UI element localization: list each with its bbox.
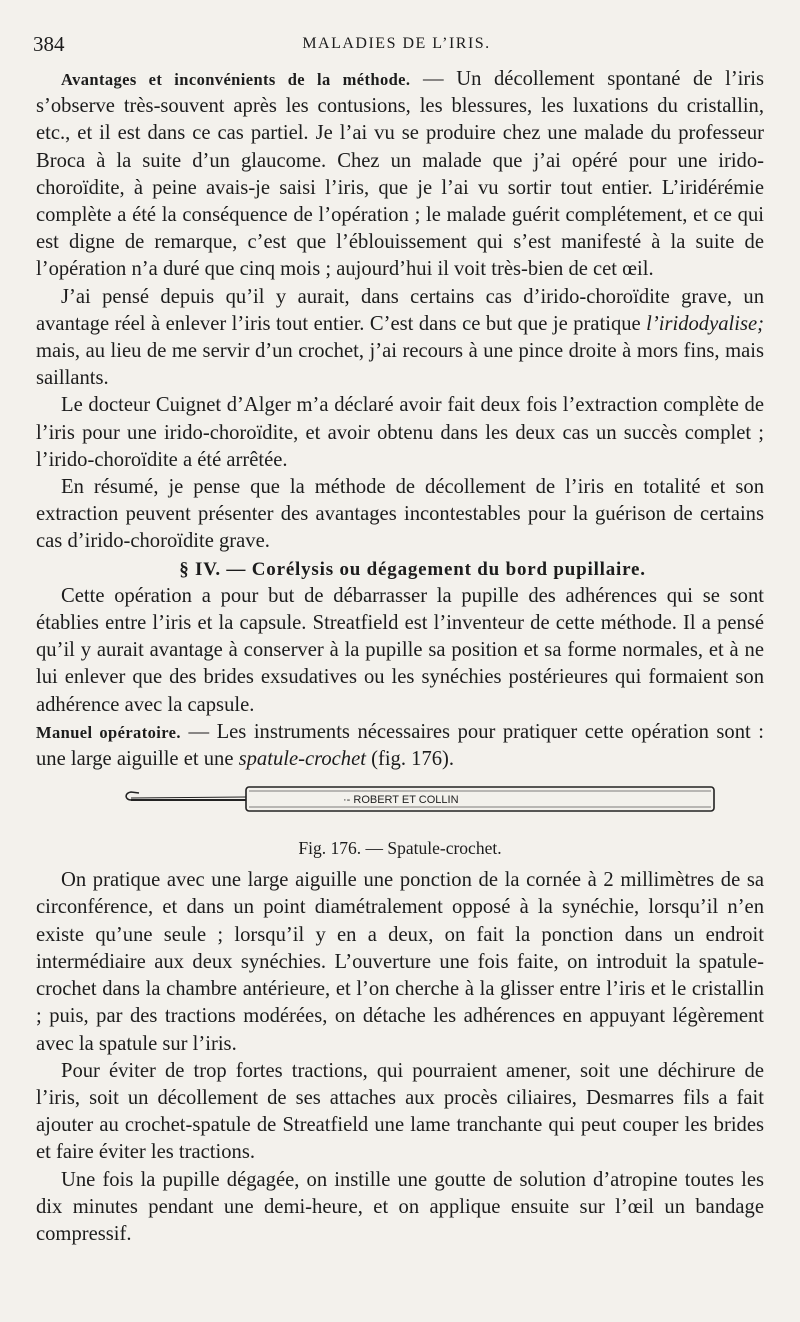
figure-176 bbox=[36, 777, 764, 859]
running-head: MALADIES DE L’IRIS. bbox=[302, 35, 491, 52]
paragraph: Pour éviter de trop fortes tractions, qui pourraient amener, soit une déchirure de l’iris, soit un décollement de ses attaches aux procès ciliaires, Desmarres fils a fait ajouter au crochet-spatule de Streatfield une lame tranchante qui peut couper les brides et faire éviter les tractions. bbox=[36, 1059, 764, 1164]
runin-heading: Avantages et inconvénients de la méthode. bbox=[61, 70, 411, 89]
paragraph: Une fois la pupille dégagée, on instille une goutte de solution d’atropine toutes les dix minutes pendant une demi-heure, et on applique ensuite sur l’œil un bandage compressif. bbox=[36, 1168, 764, 1245]
paragraph: Le docteur Cuignet d’Alger m’a déclaré avoir fait deux fois l’extraction complète de l’iris pour une irido-choroïdite, et avoir obtenu dans les deux cas un succès complet ; l’irido-choroïdite a été arrêtée. bbox=[36, 394, 764, 471]
page-body bbox=[36, 66, 764, 1248]
paragraph: Cette opération a pour but de débarrasser la pupille des adhérences qui se sont établies entre l’iris et la capsule. Streatfield est l’inventeur de cette méthode. Il a pensé qu’il y aurait avantage à conserver à la pupille sa position et sa forme normales, et à ne lui enlever que des brides exsudatives ou les synéchies postérieures qui formaient son adhérence avec la capsule. bbox=[36, 584, 764, 716]
paragraph-text: — Un décollement spontané de l’iris s’observe très-souvent après les contusions, les blessures, les luxations du cristallin, etc., et il est dans ce cas partiel. Je l’ai vu se produire chez une malade du professeur Broca à la suite d’un glaucome. Chez un malade que j’ai opéré pour une irido-choroïdite, à peine avais-je saisi l’iris, que je l’ai vu sortir tout entier. L’iridérémie complète a été la conséquence de l’opération ; le malade guérit complétement, et ce qui est digne de remarque, c’est que l’éblouissement qui s’est manifesté à la suite de l’opération n’a duré que cinq mois ; aujourd’hui il voit très-bien de cet œil. bbox=[36, 68, 764, 281]
page-number: 384 bbox=[33, 32, 65, 56]
runin-heading: Manuel opératoire. bbox=[36, 722, 181, 742]
italic-term: spatule-crochet bbox=[238, 748, 366, 771]
paragraph bbox=[36, 66, 764, 284]
page-header bbox=[33, 32, 760, 58]
paragraph bbox=[36, 284, 764, 393]
paragraph: En résumé, je pense que la méthode de décollement de l’iris en totalité et son extraction peuvent présenter des avantages incontestables pour la guérison de certains cas d’irido-choroïdite grave. bbox=[36, 476, 764, 553]
figure-caption: Fig. 176. — Spatule-crochet. bbox=[298, 838, 502, 859]
paragraph-text: mais, au lieu de me servir d’un crochet, j’ai recours à une pince droite à mors fins, mais saillants. bbox=[36, 340, 764, 390]
italic-term: l’iridodyalise; bbox=[646, 312, 764, 335]
paragraph: On pratique avec une large aiguille une ponction de la cornée à 2 millimètres de sa circonférence, et dans un point diamétralement opposé à la synéchie, lorsqu’il n’en existe qu’une seule ; lorsqu’il y en a deux, on fait la ponction dans un endroit intermédiaire aux deux synéchies. L’ouverture une fois faite, on introduit la spatule-crochet dans la chambre antérieure, et l’on cherche à la glisser entre l’iris et le cristallin ; puis, par des tractions modérées, on détache les adhérences en appuyant légèrement avec la spatule sur l’iris. bbox=[36, 869, 764, 1055]
instrument-label: ·- ROBERT ET COLLIN bbox=[343, 794, 459, 807]
spatule-crochet-illustration bbox=[121, 783, 721, 817]
paragraph-text: J’ai pensé depuis qu’il y aurait, dans certains cas d’irido-choroïdite grave, un avantage réel à enlever l’iris tout entier. C’est dans ce but que je pratique bbox=[36, 285, 764, 335]
paragraph-text: (fig. 176). bbox=[365, 748, 455, 771]
section-title: § IV. — Corélysis ou dégagement du bord pupillaire. bbox=[179, 558, 646, 580]
paragraph bbox=[36, 719, 764, 773]
paragraph-text: — Les instruments nécessaires pour pratiquer cette opération sont : une large aiguille et une bbox=[36, 720, 764, 771]
